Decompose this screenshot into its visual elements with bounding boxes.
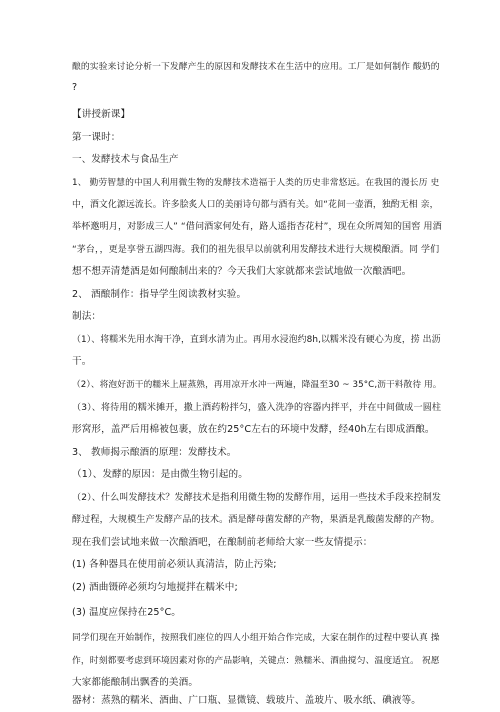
text-line: 酵过程，大规模生产发酵产品的技术。酒是酵母菌发酵的产物，果酒是乳酸菌发酵的产物。 bbox=[72, 515, 440, 525]
materials-line: 器材：蒸熟的糯米、酒曲、广口瓶、显微镜、载玻片、盖玻片、吸水纸、碘液等。 bbox=[72, 695, 421, 706]
text-line: （1）、发酵的原因：是由微生物引起的。 bbox=[72, 469, 248, 480]
tip-item: (1) 各种器具在使用前必须认真清洁，防止污染; bbox=[72, 559, 277, 570]
text-line: 想不想弄清楚酒是如何酿制出来的？今天我们大家就都来尝试地做一次酿酒吧。 bbox=[72, 266, 412, 277]
text-line: 酿的实验来讨论分析一下发酵产生的原因和发酵技术在生活中的应用。工厂是如何制作 酸奶的 bbox=[72, 62, 440, 72]
text-line: 大家都能酿制出飘香的美酒。 bbox=[72, 677, 199, 688]
text-line: 干。 bbox=[72, 356, 92, 367]
text-line: “茅台，，更是享誉五湖四海。我们的祖先很早以前就利用发酵技术进行大规模酿酒。同 学们 bbox=[72, 245, 440, 255]
text-line: 同学们现在开始制作，按照我们座位的四人小组开始合作完成，大家在制作的过程中要认真 操 bbox=[72, 633, 440, 643]
section-heading-new-lesson: 【讲授新课】 bbox=[72, 109, 131, 120]
text-line: （2）、将泡好沥干的糯米上屉蒸熟，再用凉开水冲一两遍，降温至30 ~ 35°C,沥干料散待 用。 bbox=[72, 380, 442, 390]
text-line: 举杯邀明月，对影成三人” “借问酒家何处有，路人遥指杏花村”，现在众所周知的国窖 用酒 bbox=[72, 222, 442, 232]
text-line: 作，时刻都要考虑到环境因素对你的产品影响，关键点：熟糯米、酒曲搅匀、温度适宜。 祝愿 bbox=[72, 656, 440, 666]
section-heading: 一、发酵技术与食品生产 bbox=[72, 154, 179, 165]
text-line: 2、 酒酿制作：指导学生阅读教材实验。 bbox=[72, 289, 247, 300]
text-line: 1、 勤劳智慧的中国人利用微生物的发酵技术造福于人类的历史非常悠远。在我国的漫长历 史 bbox=[72, 178, 440, 188]
tip-item: (2) 酒曲镊碎必须均匀地搅拌在糯米中; bbox=[72, 582, 238, 593]
text-line: （3）、将待用的糯米摊开，撒上酒药粉拌匀，盛入洗净的容器内拌平，并在中间做成一圆柱 bbox=[72, 403, 442, 413]
tip-item: (3) 温度应保持在25°C。 bbox=[72, 607, 181, 618]
lesson-label: 第一课时： bbox=[72, 132, 121, 143]
text-line: 3、 教师揭示酿酒的原理：发酵技术。 bbox=[72, 447, 237, 458]
text-line: 现在我们尝试地来做一次酿酒吧，在酿制前老师给大家一些友情提示： bbox=[72, 537, 373, 548]
text-line: （1）、将糯米先用水淘干净，直到水清为止。再用水浸泡约8h,以糯米没有硬心为度，捞 出沥 bbox=[72, 335, 441, 345]
text-line: ? bbox=[72, 82, 78, 93]
text-line: 形窝形，盖严后用棉被包裹，放在约25°C左右的环境中发酵，经40h左右即成酒酿。 bbox=[72, 424, 435, 435]
text-line: 中，酒文化源远流长。许多脍炙人口的美丽诗句都与酒有关。如“花间一壶酒，独酌无相 亲， bbox=[72, 200, 439, 210]
text-line: 制法： bbox=[72, 311, 102, 322]
text-line: （2）、什么叫发酵技术？发酵技术是指利用微生物的发酵作用，运用一些技术手段来控制发 bbox=[72, 493, 442, 503]
